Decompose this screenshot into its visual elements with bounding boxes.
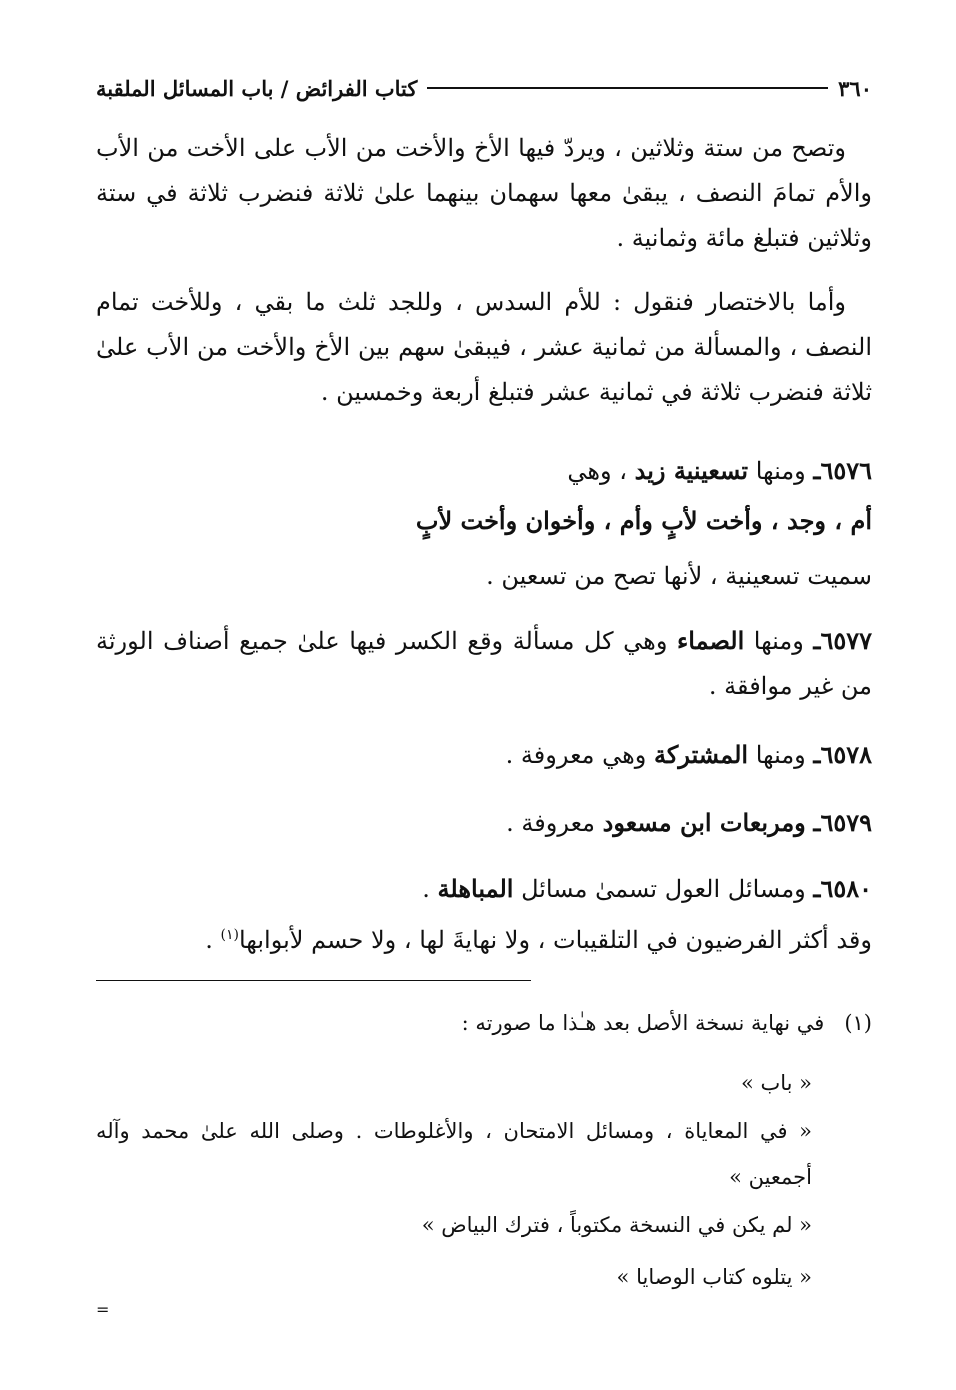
item-term: تسعينية زيد [634,456,749,485]
closing-sentence: وقد أكثر الفرضيون في التلقيبات ، ولا نهايةَ لها ، ولا حسم لأبوابها$^{(١)}$ . [205,926,872,954]
item-6576: ٦٥٧٦ـ ومنها تسعينية زيد ، وهي [567,456,872,485]
item-term: الصماء [676,626,745,655]
item-number: ٦٥٧٧ـ [813,626,872,655]
footnote-number: (١) [844,1011,872,1035]
paragraph-2: وأما بالاختصار فنقول : للأم السدس ، وللجد ثلث ما بقي ، وللأخت تمام النصف ، والمسألة من ثمانية عشر ، فيبقىٰ سهم بين الأخ والأخت من الأب علىٰ ثلاثة فنضرب ثلاثة في ثمانية عشر فتبلغ أربعة وخمسين . [96,288,872,406]
book-page [96,60,872,1360]
footnote-1 [96,1000,872,1046]
footnote-reference: (١) [220,927,239,943]
item-number: ٦٥٧٩ـ [813,808,872,837]
item-term: المشتركة [654,740,749,769]
page-number: ٣٦٠ [838,75,872,101]
item-term: المباهلة [437,874,514,903]
running-header [96,60,872,116]
running-title: كتاب الفرائض / باب المسائل الملقبة [96,75,418,101]
footnote-line-4: « يتلوه كتاب الوصايا » [616,1265,812,1289]
item-6580: ٦٥٨٠ـ ومسائل العول تسمىٰ مسائل المباهلة . [422,874,872,903]
item-number: ٦٥٨٠ـ [813,874,872,903]
margin-mark: = [96,1300,110,1319]
footnote-intro: في نهاية نسخة الأصل بعد هـٰذا ما صورته : [461,1011,825,1035]
paragraph-1: وتصح من ستة وثلاثين ، ويردّ فيها الأخ والأخت من الأب على الأخت من الأب والأم تمامَ النصف ، يبقىٰ معها سهمان بينهما علىٰ ثلاثة فنضرب ثلاثة في ستة وثلاثين فتبلغ مائة وثمانية . [96,134,872,252]
footnote-line-1: « باب » [740,1071,812,1095]
item-6578: ٦٥٧٨ـ ومنها المشتركة وهي معروفة . [505,740,872,769]
item-number: ٦٥٧٨ـ [813,740,872,769]
footnote-line-2: « في المعاياة ، ومسائل الامتحان ، والأغلوطات . وصلى الله علىٰ محمد وآله أجمعين » [96,1119,812,1189]
heirs-list: أم ، وجد ، وأخت لأبٍ وأم ، وأخوان وأخت لأبٍ [415,506,872,535]
header-rule [427,87,828,89]
item-6576-note: سميت تسعينية ، لأنها تصح من تسعين . [486,562,872,590]
item-6577: ٦٥٧٧ـ ومنها الصماء وهي كل مسألة وقع الكسر فيها علىٰ جميع أصناف الورثة من غير موافقة . [96,626,872,700]
item-6579: ٦٥٧٩ـ ومربعات ابن مسعود معروفة . [506,808,872,837]
item-term: ومربعات ابن مسعود [602,808,806,837]
footnote-rule [96,980,531,981]
footnote-line-3: « لم يكن في النسخة مكتوباً ، فترك البياض » [421,1213,812,1237]
item-number: ٦٥٧٦ـ [813,456,872,485]
